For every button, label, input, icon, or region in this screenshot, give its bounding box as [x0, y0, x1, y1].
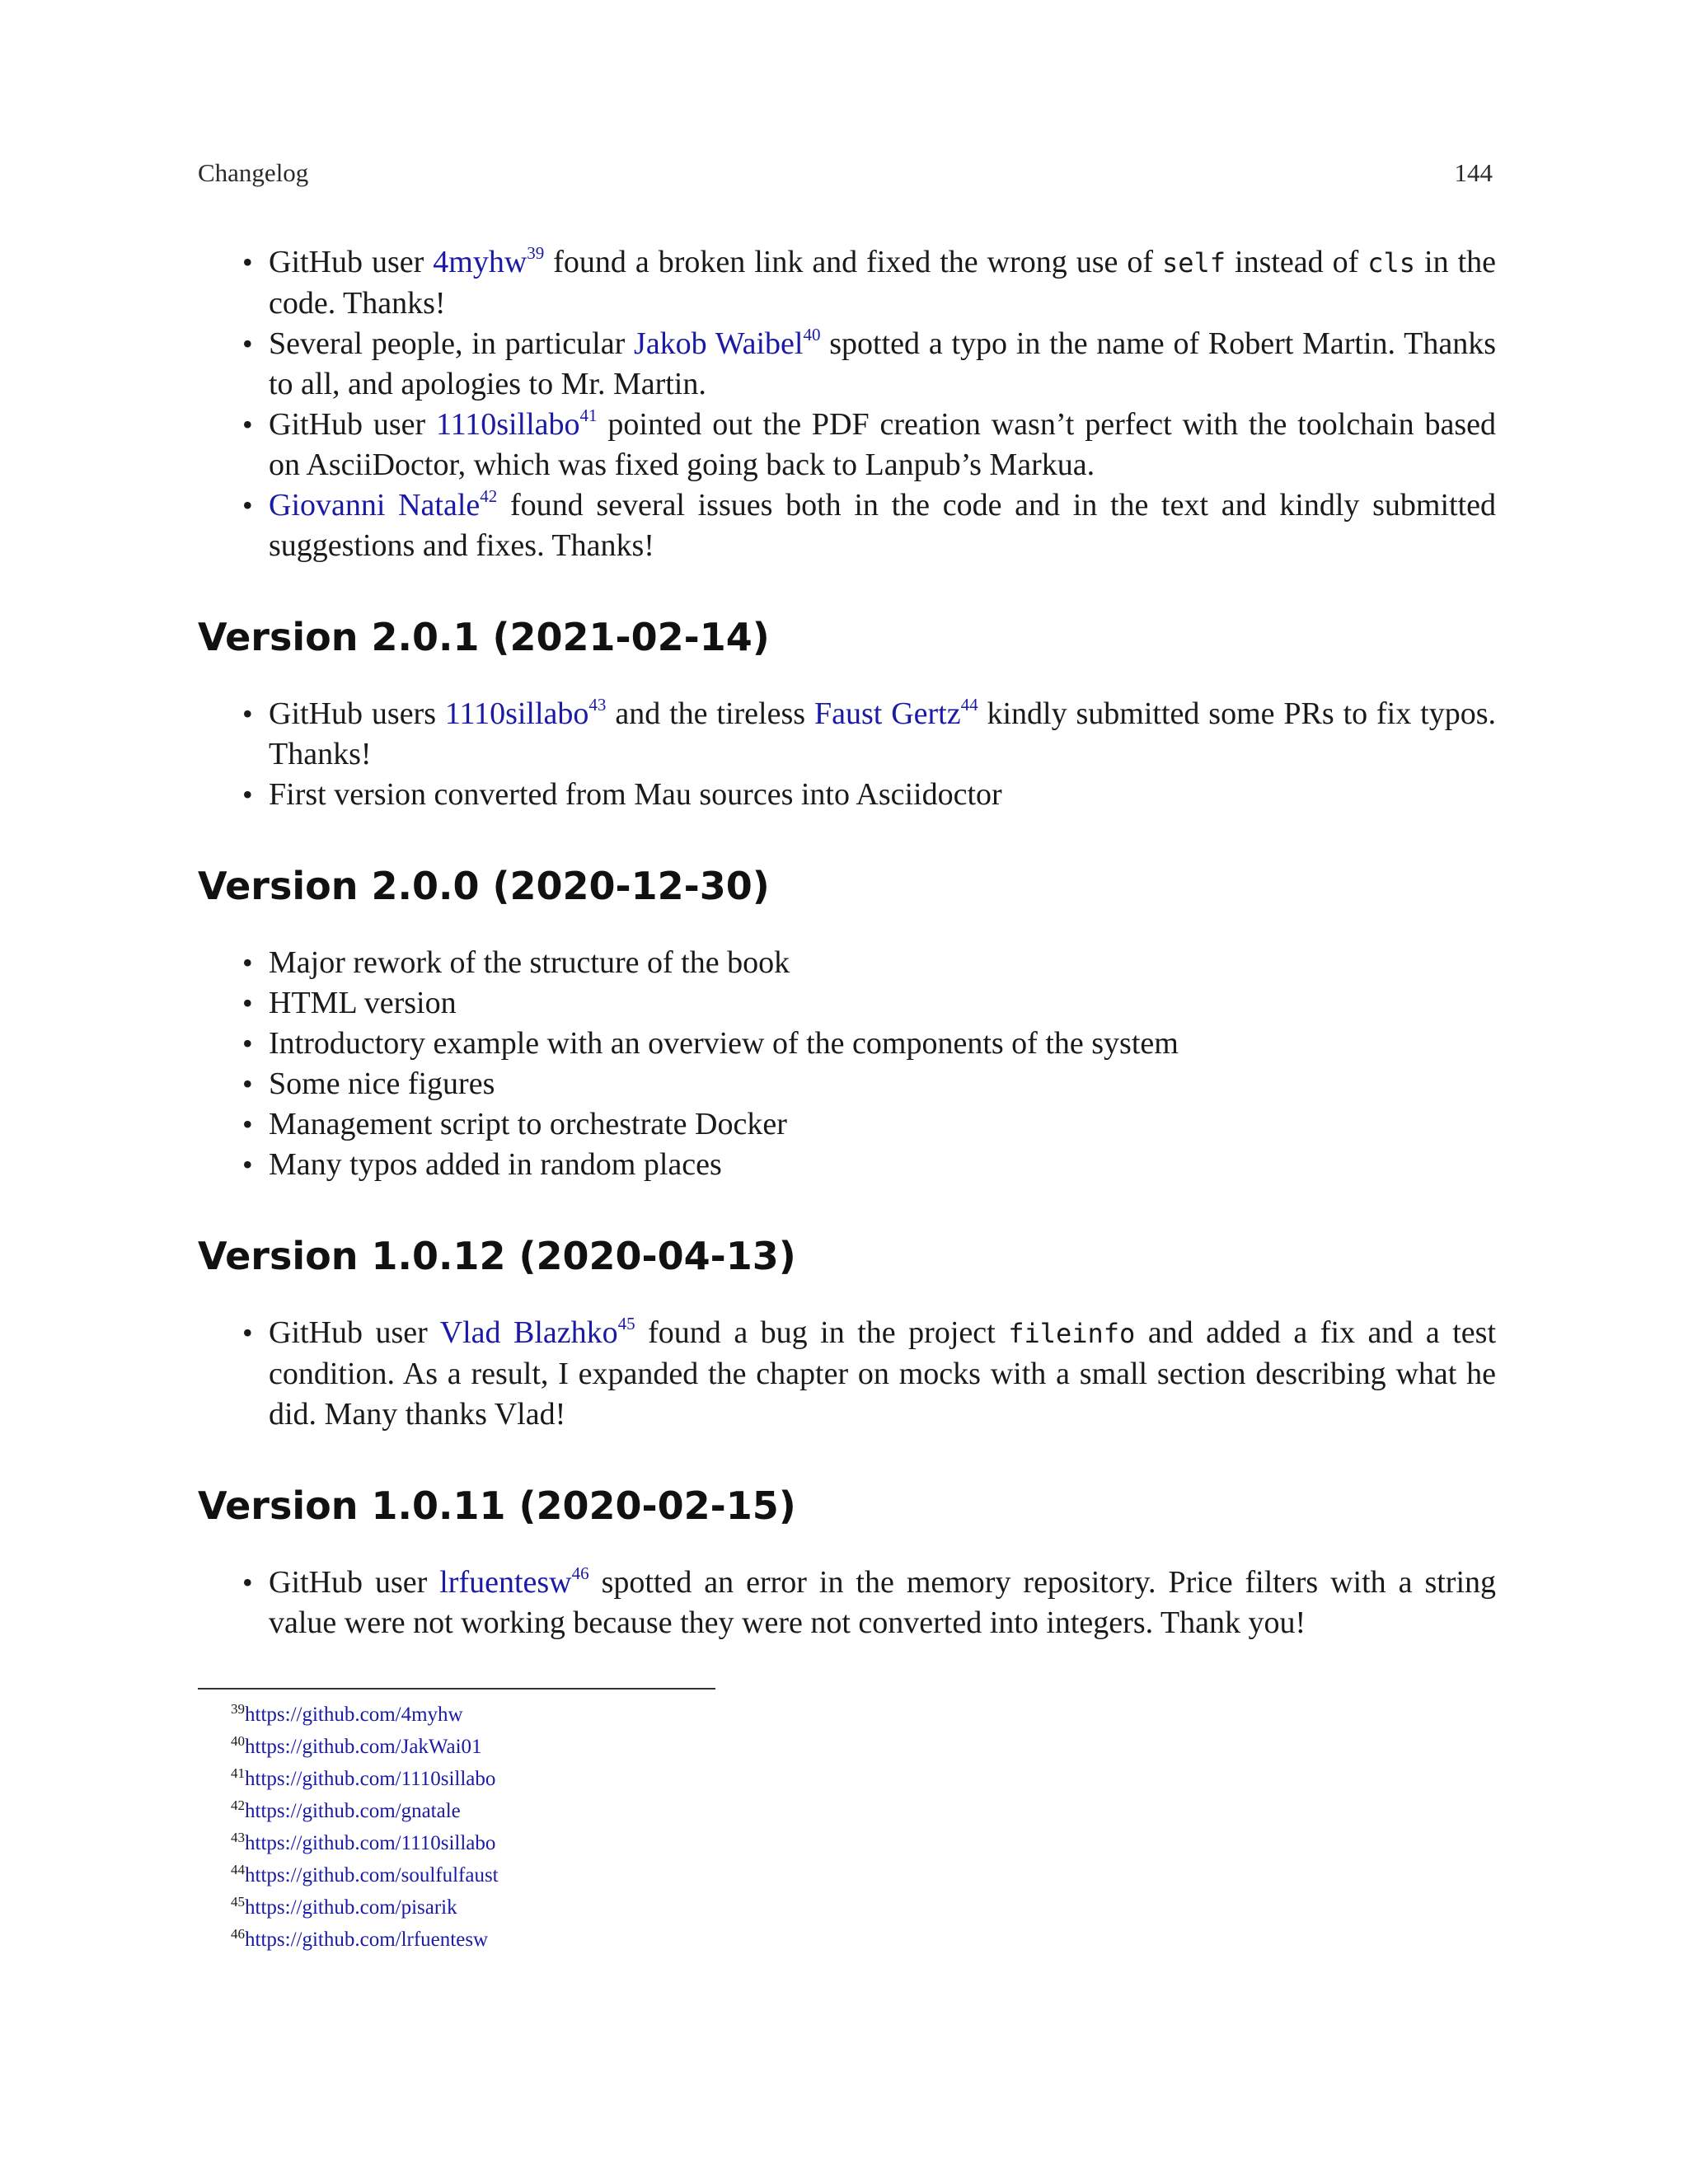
page-content: [198, 242, 1496, 1643]
version-1-0-12-list: [198, 1313, 1496, 1435]
list-item: • Some nice figures: [198, 1064, 1496, 1104]
footnote-ref[interactable]: 45: [617, 1314, 635, 1333]
list-item: • Several people, in particular Jakob Waibel$^{40}$ spotted a typo in the name of Robert Martin. Thanks to all, and apologies to Mr. Martin.: [242, 325, 1497, 401]
code-fileinfo: fileinfo: [1008, 1318, 1136, 1349]
page-number: 144: [1454, 158, 1493, 187]
user-link-faust-gertz[interactable]: Faust Gertz: [814, 696, 961, 731]
user-link-jakob-waibel[interactable]: Jakob Waibel: [634, 326, 804, 361]
code-cls: cls: [1367, 247, 1416, 279]
footnote-ref[interactable]: 44: [960, 695, 978, 715]
footnote: $^{43}$https://github.com/1110sillabo: [231, 1830, 496, 1854]
version-heading-1-0-12: Version 1.0.12 (2020-04-13): [198, 1234, 796, 1278]
footnote: $^{39}$https://github.com/4myhw: [231, 1701, 463, 1726]
footnote: $^{42}$https://github.com/gnatale: [231, 1797, 461, 1822]
footnote-ref[interactable]: 43: [588, 695, 607, 715]
bullet-icon: •: [242, 1067, 253, 1100]
list-item: • GitHub user lrfuentesw$^{46}$ spotted an error in the memory repository. Price filters with a string value were not working because they were not converted into integers. Thank you!: [242, 1563, 1497, 1640]
user-link-lrfuentesw[interactable]: lrfuentesw: [439, 1565, 572, 1600]
footnote-url[interactable]: https://github.com/JakWai01: [245, 1736, 482, 1758]
bullet-icon: •: [242, 697, 253, 730]
footnote: $^{45}$https://github.com/pisarik: [231, 1894, 457, 1919]
bullet-icon: •: [242, 1148, 253, 1181]
bullet-icon: •: [242, 489, 253, 522]
footnote: $^{46}$https://github.com/lrfuentesw: [231, 1926, 489, 1951]
bullet-icon: •: [242, 987, 253, 1019]
user-link-1110sillabo[interactable]: 1110sillabo: [444, 696, 589, 731]
bullet-icon: •: [242, 1316, 253, 1349]
list-item: • HTML version: [198, 983, 1496, 1024]
bullet-icon: •: [242, 1027, 253, 1060]
list-item: • First version converted from Mau sources into Asciidoctor: [198, 775, 1496, 815]
list-item: • GitHub user 1110sillabo$^{41}$ pointed out the PDF creation wasn’t perfect with the toolchain based on AsciiDoctor, which was fixed going back to Lanpub’s Markua.: [242, 405, 1496, 482]
footnote-url[interactable]: https://github.com/soulfulfaust: [245, 1864, 499, 1886]
footnote-url[interactable]: https://github.com/1110sillabo: [245, 1832, 496, 1854]
list-item: • Giovanni Natale$^{42}$ found several issues both in the code and in the text and kindly submitted suggestions and fixes. Thanks!: [242, 486, 1496, 563]
version-1-0-11-list: [198, 1563, 1496, 1643]
footnote-ref[interactable]: 42: [480, 486, 498, 506]
list-item: • GitHub user Vlad Blazhko$^{45}$ found a bug in the project fileinfo and added a fix and a test condition. As a result, I expanded the chapter on mocks with a small section describing what he did. Many thanks Vlad!: [242, 1314, 1497, 1432]
intro-list: [198, 242, 1496, 566]
bullet-icon: •: [242, 778, 253, 811]
version-2-0-0-list: [198, 943, 1496, 1185]
footnote-ref[interactable]: 41: [579, 405, 598, 425]
footnote-ref[interactable]: 40: [803, 325, 821, 344]
version-heading-1-0-11: Version 1.0.11 (2020-02-15): [198, 1483, 796, 1528]
bullet-icon: •: [242, 1566, 253, 1599]
running-header: [198, 158, 1493, 188]
list-item: • Management script to orchestrate Docker: [198, 1104, 1496, 1145]
footnote-url[interactable]: https://github.com/4myhw: [245, 1704, 463, 1726]
list-item: • Introductory example with an overview of the components of the system: [198, 1024, 1496, 1064]
chapter-title: Changelog: [198, 158, 309, 187]
footnote-url[interactable]: https://github.com/gnatale: [245, 1800, 461, 1822]
list-item: • GitHub user 4myhw$^{39}$ found a broken link and fixed the wrong use of self instead of cls in the code. Thanks!: [242, 243, 1497, 321]
footnote-url[interactable]: https://github.com/lrfuentesw: [245, 1929, 489, 1951]
footnote: $^{41}$https://github.com/1110sillabo: [231, 1765, 496, 1790]
version-heading-2-0-1: Version 2.0.1 (2021-02-14): [198, 615, 770, 659]
version-2-0-1-list: [198, 694, 1496, 815]
bullet-icon: •: [242, 408, 253, 441]
list-item: • Major rework of the structure of the book: [198, 943, 1496, 983]
user-link-vlad-blazhko[interactable]: Vlad Blazhko: [439, 1315, 618, 1350]
footnote-ref[interactable]: 46: [571, 1563, 589, 1583]
footnote: $^{44}$https://github.com/soulfulfaust: [231, 1862, 499, 1886]
footnote-url[interactable]: https://github.com/1110sillabo: [245, 1768, 496, 1790]
footnote-divider: [198, 1688, 715, 1690]
bullet-icon: •: [242, 946, 253, 979]
footnote-ref[interactable]: 39: [527, 243, 545, 263]
user-link-4myhw[interactable]: 4myhw: [433, 245, 528, 279]
user-link-giovanni-natale[interactable]: Giovanni Natale: [269, 488, 481, 523]
version-heading-2-0-0: Version 2.0.0 (2020-12-30): [198, 864, 770, 908]
footnote: $^{40}$https://github.com/JakWai01: [231, 1733, 482, 1758]
footnotes: [231, 1696, 499, 1953]
bullet-icon: •: [242, 1108, 253, 1141]
footnote-url[interactable]: https://github.com/pisarik: [245, 1896, 457, 1919]
list-item: • Many typos added in random places: [198, 1145, 1496, 1185]
user-link-1110sillabo[interactable]: 1110sillabo: [436, 407, 580, 442]
bullet-icon: •: [242, 327, 253, 360]
code-self: self: [1161, 247, 1226, 279]
list-item: • GitHub users 1110sillabo$^{43}$ and the tireless Faust Gertz$^{44}$ kindly submitted some PRs to fix typos. Thanks!: [242, 695, 1496, 771]
bullet-icon: •: [242, 246, 253, 279]
